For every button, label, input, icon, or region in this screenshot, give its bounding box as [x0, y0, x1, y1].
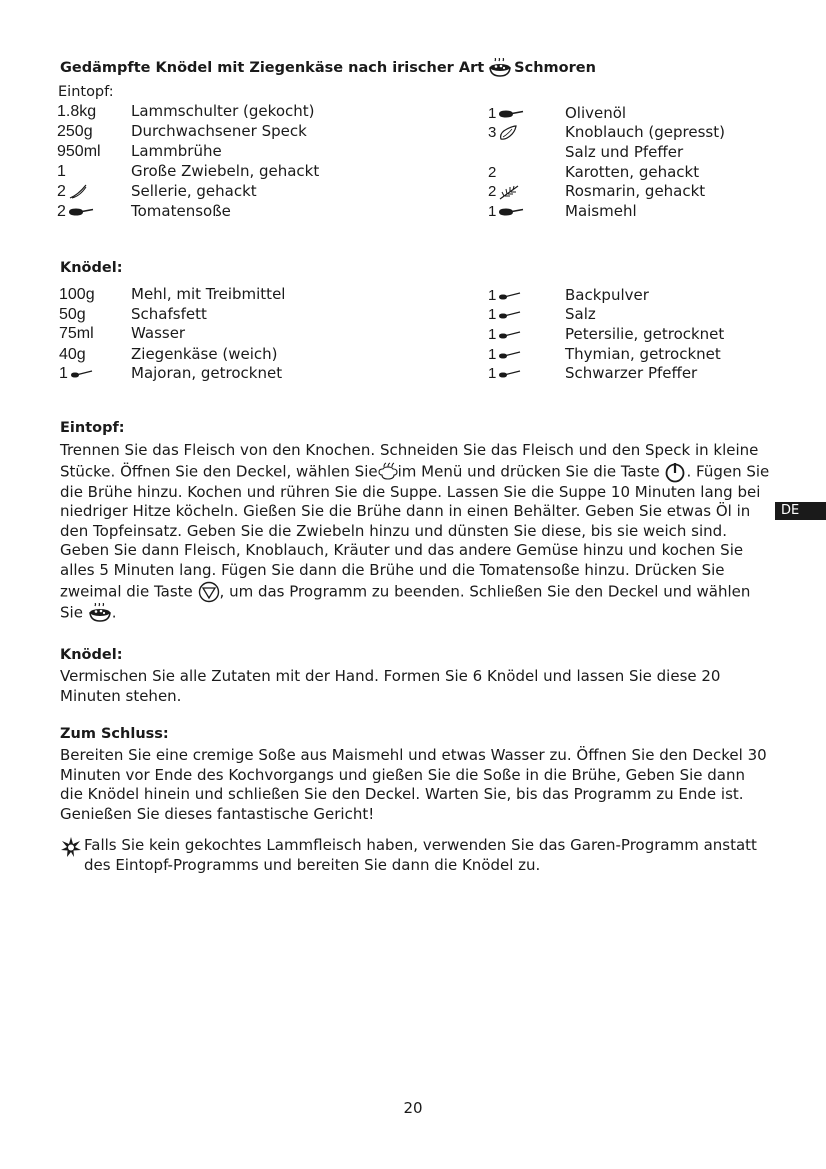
page-number: 20: [403, 1099, 423, 1117]
ingredient-name: Salz: [565, 305, 596, 323]
ingredient-name: Backpulver: [565, 286, 649, 304]
final-instructions: Bereiten Sie eine cremige Soße aus Maismehl und etwas Wasser zu. Öffnen Sie den Deckel 30 Minuten vor Ende des Kochvorgangs und gießen Sie die Soße in die Brühe, Geben Sie dann die Knödel hinein und schließen Sie den Deckel. Warten Sie, bis das Programm zu Ende ist. Genießen Sie dieses fantastische Gericht!: [60, 746, 767, 823]
ingredient-quantity: 1: [488, 202, 524, 222]
tablespoon-icon: [498, 207, 524, 217]
celery-icon: [68, 184, 88, 200]
teaspoon-icon: [496, 310, 522, 320]
ingredient-name: Tomatensoße: [131, 202, 231, 220]
teaspoon-icon: [496, 369, 522, 379]
stew-text-3: . Fügen Sie die Brühe hinzu. Kochen und rühren Sie die Suppe. Lassen Sie die Suppe 10 Minuten lang bei niedriger Hitze köcheln. Gießen Sie die Brühe dann in einen Behälter. Geben Sie etwas Öl in den Topfeinsatz. Geben Sie die Zwiebeln hinzu und dünsten Sie diese, bis sie weich sind. Geben Sie dann Fleisch, Knoblauch, Kräuter und das andere Gemüse hinzu und kochen Sie alles 5 Minuten lang. Fügen Sie dann die Brühe und die Tomatensoße hinzu. Drücken Sie zweimal die Taste: [60, 462, 770, 601]
dumpling-instructions: Vermischen Sie alle Zutaten mit der Hand. Formen Sie 6 Knödel und lassen Sie diese 20 Minuten stehen.: [60, 667, 721, 705]
ingredient-quantity: 1: [488, 286, 522, 306]
stew-pot-icon: [88, 603, 112, 623]
ingredient-name: Majoran, getrocknet: [131, 364, 283, 382]
dumpling-ingredients-label: Knödel:: [60, 260, 123, 276]
ingredient-quantity: 1: [488, 305, 522, 325]
ingredient-quantity: 2: [57, 202, 94, 222]
language-tab: DE: [775, 502, 826, 520]
stew-pot-icon: [488, 58, 512, 78]
ingredient-name: Karotten, gehackt: [565, 163, 700, 181]
ingredient-quantity: 1: [488, 325, 522, 345]
ingredient-quantity: 50g: [59, 306, 86, 323]
steam-cloud-icon: [378, 461, 398, 483]
stew-text-5: .: [111, 603, 117, 622]
ingredient-name: Sellerie, gehackt: [131, 182, 257, 200]
stew-heading: Eintopf:: [60, 420, 125, 436]
ingredient-name: Große Zwiebeln, gehackt: [131, 162, 320, 180]
ingredient-quantity: 40g: [59, 346, 86, 363]
tip-text: Falls Sie kein gekochtes Lammfleisch haben, verwenden Sie das Garen-Programm anstatt des Eintopf-Programms und bereiten Sie dann die Knödel zu.: [84, 836, 757, 874]
ingredient-name: Durchwachsener Speck: [131, 122, 307, 140]
ingredient-quantity: 2: [488, 182, 520, 202]
garlic-clove-icon: [498, 125, 518, 141]
ingredient-quantity: 75ml: [59, 325, 94, 342]
ingredient-name: Rosmarin, gehackt: [565, 182, 706, 200]
ingredient-quantity: 3: [488, 123, 518, 143]
ingredient-name: Salz und Pfeffer: [565, 143, 684, 161]
teaspoon-icon: [496, 350, 522, 360]
ingredient-quantity: 1: [57, 163, 66, 180]
cancel-button-icon: [198, 581, 220, 603]
ingredient-name: Ziegenkäse (weich): [131, 345, 278, 363]
ingredient-quantity: 100g: [59, 286, 95, 303]
ingredient-quantity: 1: [59, 364, 94, 384]
power-button-icon: [664, 461, 686, 483]
tablespoon-icon: [68, 207, 94, 217]
ingredient-quantity: 1: [488, 104, 524, 124]
ingredient-quantity: 950ml: [57, 143, 101, 160]
ingredient-name: Knoblauch (gepresst): [565, 123, 725, 141]
ingredient-name: Maismehl: [565, 202, 637, 220]
ingredient-quantity: 1: [488, 364, 522, 384]
teaspoon-icon: [68, 369, 94, 379]
stew-ingredients-label: Eintopf:: [58, 84, 114, 100]
recipe-title: [60, 58, 596, 78]
tablespoon-icon: [498, 109, 524, 119]
ingredient-quantity: 250g: [57, 123, 93, 140]
teaspoon-icon: [496, 291, 522, 301]
ingredient-quantity: 2: [488, 164, 497, 181]
dumpling-heading: Knödel:: [60, 647, 123, 663]
ingredient-quantity: 1: [488, 345, 522, 365]
ingredient-name: Thymian, getrocknet: [565, 345, 721, 363]
program-name: Schmoren: [514, 60, 596, 76]
stew-instructions: [60, 441, 772, 623]
stew-text-4: , um das Programm zu beenden. Schließen Sie den Deckel und wählen Sie: [60, 582, 751, 622]
final-heading: Zum Schluss:: [60, 726, 169, 742]
stew-text-2: im Menü und drücken Sie die Taste: [397, 462, 660, 481]
ingredient-name: Mehl, mit Treibmittel: [131, 285, 286, 303]
tip-star-icon: [60, 836, 82, 858]
stew-text-1: Trennen Sie das Fleisch von den Knochen. Schneiden Sie das Fleisch und den Speck in kleine Stücke. Öffnen Sie den Deckel, wählen Sie: [60, 441, 759, 481]
tip-note: [60, 836, 772, 875]
ingredient-name: Lammbrühe: [131, 142, 222, 160]
rosemary-icon: [498, 184, 520, 200]
ingredient-name: Schafsfett: [131, 305, 207, 323]
teaspoon-icon: [496, 330, 522, 340]
ingredient-name: Wasser: [131, 324, 186, 342]
ingredient-quantity: 1.8kg: [57, 103, 97, 120]
ingredient-name: Lammschulter (gekocht): [131, 102, 315, 120]
ingredient-quantity: 2: [57, 182, 88, 202]
ingredient-name: Olivenöl: [565, 104, 627, 122]
ingredient-name: Petersilie, getrocknet: [565, 325, 725, 343]
ingredient-name: Schwarzer Pfeffer: [565, 364, 698, 382]
recipe-title-text: Gedämpfte Knödel mit Ziegenkäse nach irischer Art: [60, 60, 485, 76]
